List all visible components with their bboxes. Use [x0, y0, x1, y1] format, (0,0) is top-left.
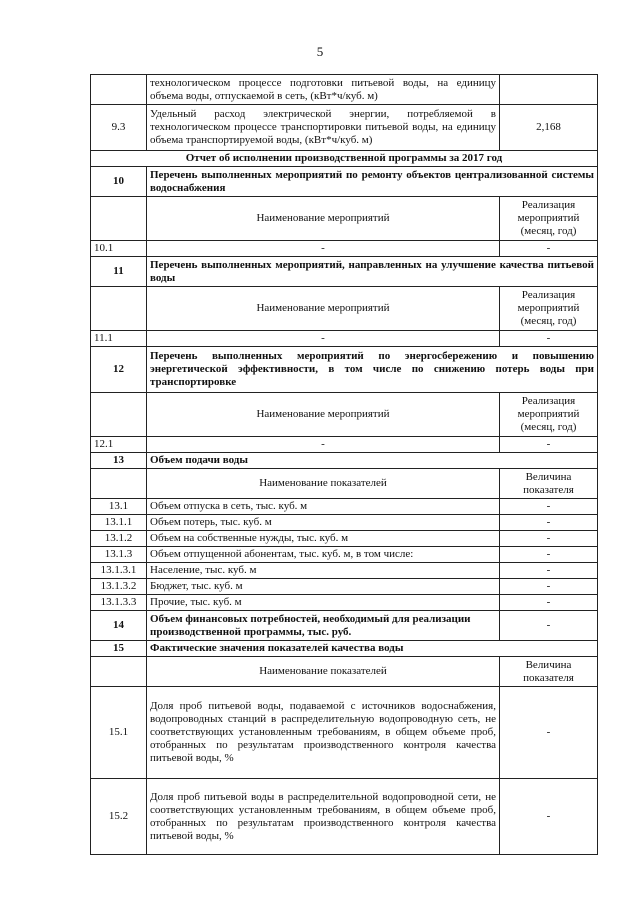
section-title: Перечень выполненных мероприятий, направленных на улучшение качества питьевой воды [147, 257, 598, 287]
activity-value: - [500, 241, 598, 257]
section-header-row [91, 611, 598, 641]
indicator-name: Объем отпуска в сеть, тыс. куб. м [147, 499, 500, 515]
section-number: 14 [91, 611, 147, 641]
indicator-value: 2,168 [500, 105, 598, 151]
row-number: 10.1 [91, 241, 147, 257]
section-number: 13 [91, 453, 147, 469]
section-header-row [91, 167, 598, 197]
table-row [91, 437, 598, 453]
column-header-value: Величина показателя [500, 657, 598, 687]
row-number: 13.1.3.1 [91, 563, 147, 579]
table-row [91, 579, 598, 595]
section-value: - [500, 611, 598, 641]
column-header-name: Наименование показателей [147, 657, 500, 687]
section-header-row [91, 257, 598, 287]
section-title: Фактические значения показателей качества воды [147, 641, 598, 657]
indicator-name: Удельный расход электрической энергии, потребляемой в технологическом процессе транспортировки питьевой воды, на единицу объема транспортируемой воды, (кВт*ч/куб. м) [147, 105, 500, 151]
page-number: 5 [316, 44, 324, 59]
indicator-value: - [500, 547, 598, 563]
row-number: 13.1 [91, 499, 147, 515]
section-title: Объем подачи воды [147, 453, 598, 469]
column-header-row [91, 287, 598, 331]
indicator-name: Объем на собственные нужды, тыс. куб. м [147, 531, 500, 547]
table-row [91, 75, 598, 105]
activity-name: - [147, 241, 500, 257]
indicator-value [500, 75, 598, 105]
section-header-row [91, 347, 598, 393]
table-row [91, 547, 598, 563]
report-title: Отчет об исполнении производственной программы за 2017 год [91, 151, 598, 167]
table-row [91, 241, 598, 257]
table-row [91, 595, 598, 611]
column-header-row [91, 469, 598, 499]
indicator-value: - [500, 531, 598, 547]
indicator-value: - [500, 687, 598, 779]
indicator-name: Объем потерь, тыс. куб. м [147, 515, 500, 531]
column-header-value: Реализация мероприятий (месяц, год) [500, 287, 598, 331]
section-number: 10 [91, 167, 147, 197]
section-header-row [91, 151, 598, 167]
row-number [91, 287, 147, 331]
column-header-name: Наименование мероприятий [147, 197, 500, 241]
indicator-value: - [500, 499, 598, 515]
indicator-value: - [500, 595, 598, 611]
section-header-row [91, 641, 598, 657]
row-number: 13.1.3 [91, 547, 147, 563]
column-header-name: Наименование показателей [147, 469, 500, 499]
column-header-name: Наименование мероприятий [147, 393, 500, 437]
row-number [91, 75, 147, 105]
activity-value: - [500, 437, 598, 453]
row-number [91, 393, 147, 437]
table-row [91, 563, 598, 579]
section-title: Перечень выполненных мероприятий по ремонту объектов централизованной системы водоснабжения [147, 167, 598, 197]
section-number: 15 [91, 641, 147, 657]
indicator-value: - [500, 515, 598, 531]
row-number: 12.1 [91, 437, 147, 453]
table-row [91, 515, 598, 531]
activity-name: - [147, 331, 500, 347]
section-title: Перечень выполненных мероприятий по энергосбережению и повышению энергетической эффективности, в том числе по снижению потерь воды при транспортировке [147, 347, 598, 393]
row-number: 15.2 [91, 779, 147, 855]
indicator-name: технологическом процессе подготовки питьевой воды, на единицу объема воды, отпускаемой в сеть, (кВт*ч/куб. м) [147, 75, 500, 105]
indicator-name: Население, тыс. куб. м [147, 563, 500, 579]
row-number: 13.1.2 [91, 531, 147, 547]
row-number [91, 657, 147, 687]
indicator-name: Бюджет, тыс. куб. м [147, 579, 500, 595]
row-number: 11.1 [91, 331, 147, 347]
table-row [91, 331, 598, 347]
row-number [91, 469, 147, 499]
column-header-row [91, 393, 598, 437]
table-row [91, 499, 598, 515]
row-number: 15.1 [91, 687, 147, 779]
indicator-name: Доля проб питьевой воды, подаваемой с источников водоснабжения, водопроводных станций в распределительную водопроводную сеть, не соответствующих установленным требованиям, в общем объеме проб, отобранных по результатам производственного контроля качества питьевой воды, % [147, 687, 500, 779]
column-header-row [91, 657, 598, 687]
section-number: 12 [91, 347, 147, 393]
column-header-name: Наименование мероприятий [147, 287, 500, 331]
table-row [91, 531, 598, 547]
table-row [91, 105, 598, 151]
row-number: 13.1.3.2 [91, 579, 147, 595]
row-number [91, 197, 147, 241]
indicator-value: - [500, 779, 598, 855]
activity-value: - [500, 331, 598, 347]
production-program-table [90, 74, 598, 855]
indicator-name: Объем отпущенной абонентам, тыс. куб. м, в том числе: [147, 547, 500, 563]
column-header-value: Реализация мероприятий (месяц, год) [500, 393, 598, 437]
indicator-name: Прочие, тыс. куб. м [147, 595, 500, 611]
column-header-value: Величина показателя [500, 469, 598, 499]
row-number: 13.1.1 [91, 515, 147, 531]
table-row [91, 687, 598, 779]
section-header-row [91, 453, 598, 469]
section-number: 11 [91, 257, 147, 287]
row-number: 9.3 [91, 105, 147, 151]
section-title: Объем финансовых потребностей, необходимый для реализации производственной программы, тыс. руб. [147, 611, 500, 641]
column-header-row [91, 197, 598, 241]
indicator-value: - [500, 563, 598, 579]
indicator-value: - [500, 579, 598, 595]
indicator-name: Доля проб питьевой воды в распределительной водопроводной сети, не соответствующих установленным требованиям, в общем объеме проб, отобранных по результатам производственного контроля качества питьевой воды, % [147, 779, 500, 855]
activity-name: - [147, 437, 500, 453]
row-number: 13.1.3.3 [91, 595, 147, 611]
table-row [91, 779, 598, 855]
column-header-value: Реализация мероприятий (месяц, год) [500, 197, 598, 241]
